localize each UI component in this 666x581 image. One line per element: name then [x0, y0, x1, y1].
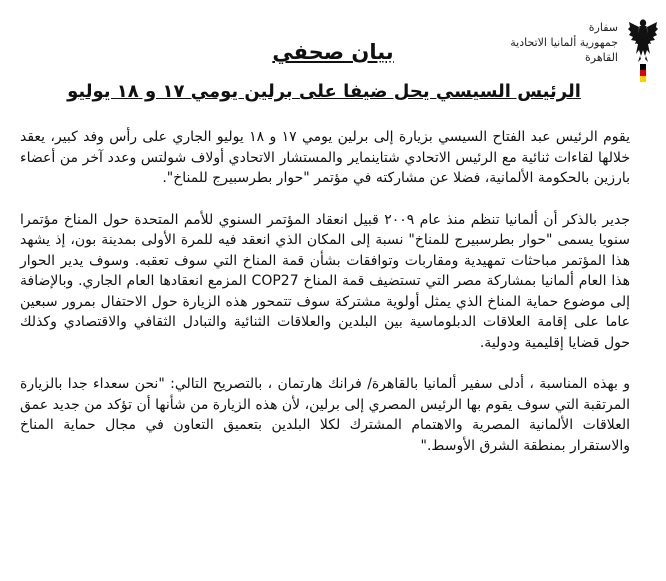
letterhead-line-1: سفارة	[588, 21, 618, 34]
german-flag-stripe	[640, 64, 646, 82]
press-release-body	[20, 127, 630, 456]
paragraph-3: و بهذه المناسبة ، أدلى سفير ألمانيا بالقاهرة/ فرانك هارتمان ، بالتصريح التالي: "نحن سعداء جدا بالزيارة المرتقبة التي سوف يقوم بها الرئيس المصري إلى برلين، لأن هذه الزيارة من شأنها أن تؤكد من جديد عمق العلاقات الألمانية المصرية والاهتمام المشترك لكلا البلدين بتعميق التعاون في مجال حماية المناخ والاستقرار بمنطقة الشرق الأوسط."	[20, 376, 630, 454]
paragraph-1: يقوم الرئيس عبد الفتاح السيسي بزيارة إلى برلين يومي ١٧ و ١٨ يوليو الجاري على رأس وفد كبير، يعقد خلالها لقاءات ثنائية مع الرئيس الاتحادي شتاينماير والمستشار الاتحادي أولاف شولتس وعدد آخر من أعضاء بارزين بالحكومة الألمانية، فضلا عن مشاركته في مؤتمر "حوار بطرسبيرج للمناخ".	[20, 129, 630, 186]
letterhead-line-3: القاهرة	[585, 51, 618, 64]
page-subtitle: الرئيس السيسي يحل ضيفا على برلين يومي ١٧ و ١٨ يوليو	[67, 81, 581, 102]
paragraph-2: جدير بالذكر أن ألمانيا تنظم منذ عام ٢٠٠٩ قبيل انعقاد المؤتمر السنوي للأمم المتحدة حول المناخ مؤتمرا سنويا يسمى "حوار بطرسبيرج للمناخ" نسبة إلى المكان الذي انعقد فيه للمرة الأولى بمدينة بون، إذ يشهد هذا المؤتمر مباحثات تمهيدية ومقاربات وتوافقات بشأن قمة المناخ التي سوف تعقبه. وسوف يدير الحوار هذا العام ألمانيا بمشاركة مصر التي تستضيف قمة المناخ COP27 المزمع انعقادها العام الجاري. وبالإضافة إلى موضوع حماية المناخ الذي يمثل أولوية مشتركة سوف تتمحور هذه الزيارة حول الاحتفال بمرور سبعين عاما على إقامة العلاقات الدبلوماسية بين البلدين والعلاقات الثنائية والتبادل الثقافي والاقتصادي وكذلك حول قضايا إقليمية ودولية.	[20, 211, 630, 351]
letterhead-line-2: جمهورية ألمانيا الاتحادية	[510, 36, 618, 49]
page-title: بيان صحفي	[272, 40, 394, 64]
flag-gold-band	[640, 76, 646, 82]
